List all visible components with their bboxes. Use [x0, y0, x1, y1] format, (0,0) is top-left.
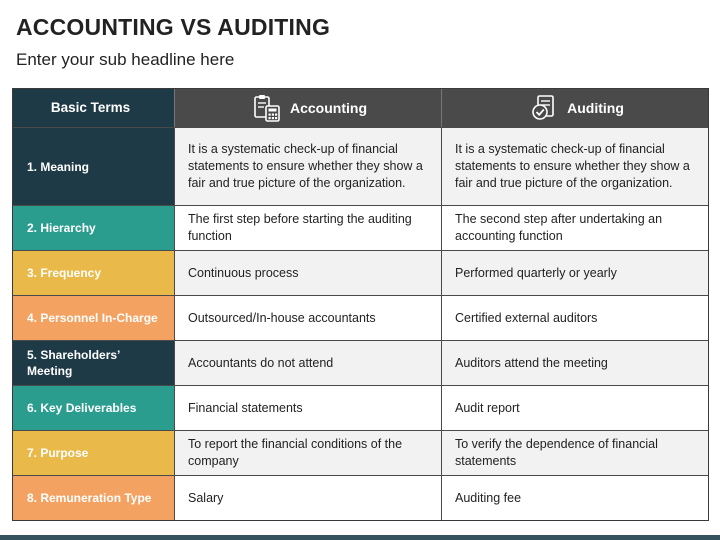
comparison-table — [12, 88, 709, 521]
table-row — [13, 385, 708, 430]
accounting-hierarchy: The first step before starting the auditing function — [174, 206, 441, 250]
term-personnel: 4. Personnel In-Charge — [13, 296, 174, 340]
calculator-clipboard-icon — [252, 93, 282, 123]
accounting-meaning: It is a systematic check-up of financial statements to ensure whether they show a fair and true picture of the organization. — [174, 128, 441, 205]
term-meaning: 1. Meaning — [13, 128, 174, 205]
auditing-meaning: It is a systematic check-up of financial statements to ensure whether they show a fair and true picture of the organization. — [441, 128, 708, 205]
header-basic-terms: Basic Terms — [13, 89, 174, 127]
accounting-purpose: To report the financial conditions of the company — [174, 431, 441, 475]
auditing-purpose: To verify the dependence of financial statements — [441, 431, 708, 475]
accounting-personnel: Outsourced/In-house accountants — [174, 296, 441, 340]
auditing-personnel: Certified external auditors — [441, 296, 708, 340]
header-auditing — [441, 89, 708, 127]
term-key-deliverables: 6. Key Deliverables — [13, 386, 174, 430]
accounting-key-deliverables: Financial statements — [174, 386, 441, 430]
term-shareholders-meeting: 5. Shareholders’ Meeting — [13, 341, 174, 385]
table-row — [13, 430, 708, 475]
header-auditing-label: Auditing — [567, 99, 624, 116]
table-row — [13, 340, 708, 385]
term-purpose: 7. Purpose — [13, 431, 174, 475]
term-hierarchy: 2. Hierarchy — [13, 206, 174, 250]
table-row — [13, 475, 708, 520]
header-accounting — [174, 89, 441, 127]
table-row — [13, 127, 708, 205]
slide-title: ACCOUNTING VS AUDITING — [16, 14, 331, 40]
accounting-frequency: Continuous process — [174, 251, 441, 295]
slide-subtitle: Enter your sub headline here — [16, 50, 235, 69]
accounting-remuneration-type: Salary — [174, 476, 441, 520]
footer-bar — [0, 535, 720, 540]
auditing-remuneration-type: Auditing fee — [441, 476, 708, 520]
table-row — [13, 295, 708, 340]
table-row — [13, 250, 708, 295]
auditing-hierarchy: The second step after undertaking an accounting function — [441, 206, 708, 250]
audit-checklist-icon — [529, 93, 559, 123]
auditing-frequency: Performed quarterly or yearly — [441, 251, 708, 295]
header-accounting-label: Accounting — [290, 99, 367, 116]
term-frequency: 3. Frequency — [13, 251, 174, 295]
auditing-shareholders-meeting: Auditors attend the meeting — [441, 341, 708, 385]
table-row — [13, 205, 708, 250]
accounting-shareholders-meeting: Accountants do not attend — [174, 341, 441, 385]
table-header-row — [13, 89, 708, 127]
term-remuneration-type: 8. Remuneration Type — [13, 476, 174, 520]
auditing-key-deliverables: Audit report — [441, 386, 708, 430]
